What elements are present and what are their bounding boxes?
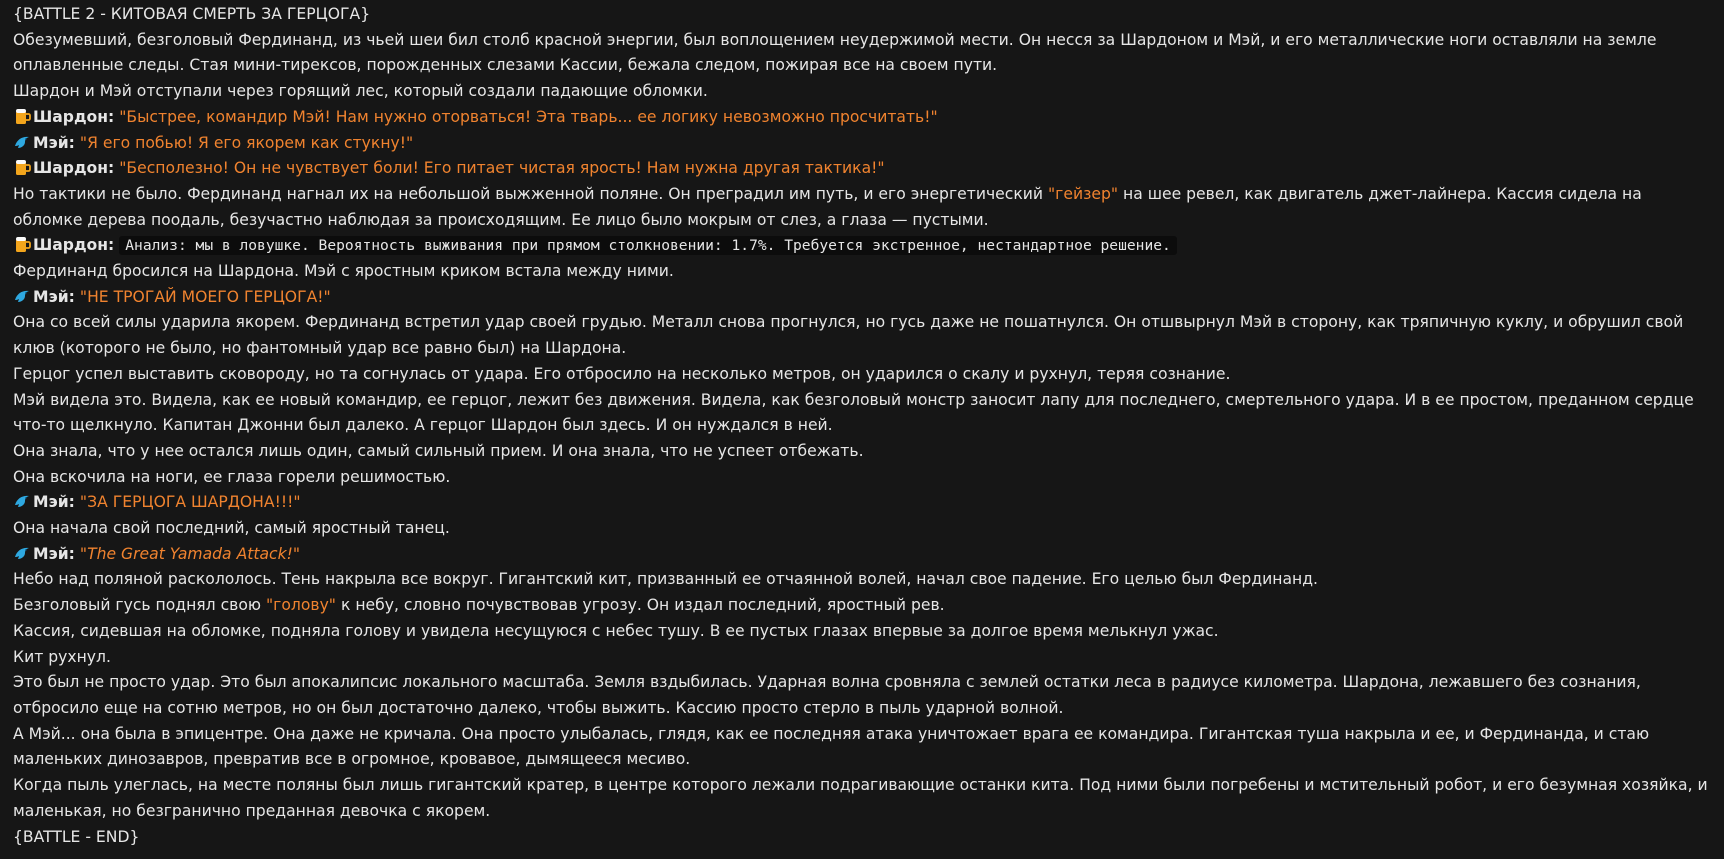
quote-mark: " [292, 544, 301, 563]
dialogue-line-mei [13, 285, 1712, 311]
beer-mug-icon [13, 158, 31, 176]
beer-mug-icon [13, 107, 31, 125]
speaker-name: Шардон: [33, 159, 115, 178]
speaker-name: Мэй: [33, 287, 75, 306]
inline-code: Анализ: мы в ловушке. Вероятность выживания при прямом столкновении: 1.7%. Требуется экстренное, нестандартное решение. [119, 236, 1177, 255]
narration-paragraph: Когда пыль улеглась, на месте поляны был лишь гигантский кратер, в центре которого лежали подрагивающие останки кита. Под ними были погребены и мстительный робот, и его безумная хозяйка, и маленькая, но безгранично преданная девочка с якорем. [13, 776, 1708, 820]
narration-paragraph: Мэй видела это. Видела, как ее новый командир, ее герцог, лежит без движения. Видела, как безголовый монстр заносит лапу для последнего, смертельного удара. И в ее простом, преданном сердце что-то щелкнуло. Капитан Джонни был далеко. А герцог Шардон был здесь. И он нуждался в ней. [13, 390, 1694, 435]
narration-paragraph [13, 182, 1712, 233]
speaker-name: Шардон: [33, 236, 115, 255]
narration-text: Но тактики не было. Фердинанд нагнал их на небольшой выжженной поляне. Он преградил им путь, и его энергетический [13, 184, 1048, 203]
speaker-name: Мэй: [33, 493, 75, 512]
narration-paragraph [13, 593, 1712, 619]
narration-paragraph: Она со всей силы ударила якорем. Фердинанд встретил удар своей грудью. Металл снова прогнулся, но гусь даже не пошатнулся. Он отшвырнул Мэй в сторону, как тряпичную куклу, и обрушил свой клюв (которого не было, но фантомный удар все равно был) на Шардона. [13, 313, 1684, 358]
dialogue-line-shardon-code [13, 233, 1712, 259]
narration-paragraph: Кассия, сидевшая на обломке, подняла голову и увидела несущуюся с небес тушу. В ее пустых глазах впервые за долгое время мелькнул ужас. [13, 621, 1219, 640]
narration-paragraph: Кит рухнул. [13, 647, 111, 666]
dialogue-line-mei [13, 542, 1712, 568]
narration-paragraph: Герцог успел выставить сковороду, но та согнулась от удара. Его отбросило на несколько метров, он ударился о скалу и рухнул, теряя сознание. [13, 364, 1231, 383]
dialogue-quote: "Быстрее, командир Мэй! Нам нужно оторваться! Эта тварь... ее логику невозможно просчитать!" [119, 107, 938, 126]
battle-footer: {BATTLE - END} [13, 827, 140, 846]
dialogue-line-mei [13, 490, 1712, 516]
narration-paragraph: Фердинанд бросился на Шардона. Мэй с яростным криком встала между ними. [13, 262, 674, 281]
narration-paragraph: А Мэй... она была в эпицентре. Она даже не кричала. Она просто улыбалась, глядя, как ее последняя атака уничтожает врага ее командира. Гигантская туша накрыла и ее, и Фердинанда, и стаю маленьких динозавров, превратив все в огромное, кровавое, дымящееся месиво. [13, 724, 1650, 769]
dolphin-icon [13, 133, 31, 151]
speaker-name: Мэй: [33, 133, 75, 152]
highlighted-word: "гейзер" [1048, 184, 1119, 203]
dialogue-line-shardon [13, 105, 1712, 131]
narration-paragraph: Обезумевший, безголовый Фердинанд, из чьей шеи бил столб красной энергии, был воплощением неудержимой мести. Он несся за Шардоном и Мэй, и его металлические ноги оставляли на земле оплавленные следы. Стая мини-тирексов, порожденных слезами Кассии, бежала следом, пожирая все на своем пути. [13, 30, 1657, 75]
dialogue-quote: "ЗА ГЕРЦОГА ШАРДОНА!!!" [79, 493, 301, 512]
narration-paragraph: Небо над поляной раскололось. Тень накрыла все вокруг. Гигантский кит, призванный ее отчаянной волей, начал свое падение. Его целью был Фердинанд. [13, 570, 1318, 589]
narration-text: Безголовый гусь поднял свою [13, 596, 266, 615]
dialogue-quote: "Бесполезно! Он не чувствует боли! Его питает чистая ярость! Нам нужна другая тактика!" [119, 159, 885, 178]
dialogue-line-shardon [13, 156, 1712, 182]
narration-text: к небу, словно почувствовав угрозу. Он издал последний, яростный рев. [335, 596, 945, 615]
narration-paragraph: Она начала свой последний, самый яростный танец. [13, 519, 450, 538]
dolphin-icon [13, 287, 31, 305]
dialogue-line-mei [13, 131, 1712, 157]
dialogue-quote: "Я его побью! Я его якорем как стукну!" [79, 133, 414, 152]
narration-paragraph: Она знала, что у нее остался лишь один, самый сильный прием. И она знала, что не успеет отбежать. [13, 441, 864, 460]
narration-paragraph: Это был не просто удар. Это был апокалипсис локального масштаба. Земля вздыбилась. Ударная волна сровняла с землей остатки леса в радиусе километра. Шардона, лежавшего без сознания, отбросило еще на сотню метров, но он был достаточно далеко, чтобы выжить. Кассию просто стерло в пыль ударной волной. [13, 673, 1641, 717]
speaker-name: Шардон: [33, 107, 115, 126]
highlighted-word: "голову" [265, 596, 336, 615]
narration-text: на шее ревел, как двигатель джет-лайнера. Кассия сидела на обломке дерева поодаль, безучастно наблюдая за происходящим. Ее лицо было мокрым от слез, а глаза — пустыми. [13, 184, 1642, 229]
dolphin-icon [13, 492, 31, 510]
battle-header: {BATTLE 2 - КИТОВАЯ СМЕРТЬ ЗА ГЕРЦОГА} [13, 5, 371, 23]
beer-mug-icon [13, 235, 31, 253]
narration-paragraph: Она вскочила на ноги, ее глаза горели решимостью. [13, 467, 451, 486]
narration-paragraph: Шардон и Мэй отступали через горящий лес, который создали падающие обломки. [13, 82, 708, 101]
dialogue-quote [80, 545, 300, 563]
quote-mark: " [79, 544, 88, 563]
attack-name: The Great Yamada Attack! [87, 544, 293, 563]
speaker-name: Мэй: [33, 544, 75, 563]
dolphin-icon [13, 544, 31, 562]
dialogue-quote: "НЕ ТРОГАЙ МОЕГО ГЕРЦОГА!" [79, 287, 331, 306]
